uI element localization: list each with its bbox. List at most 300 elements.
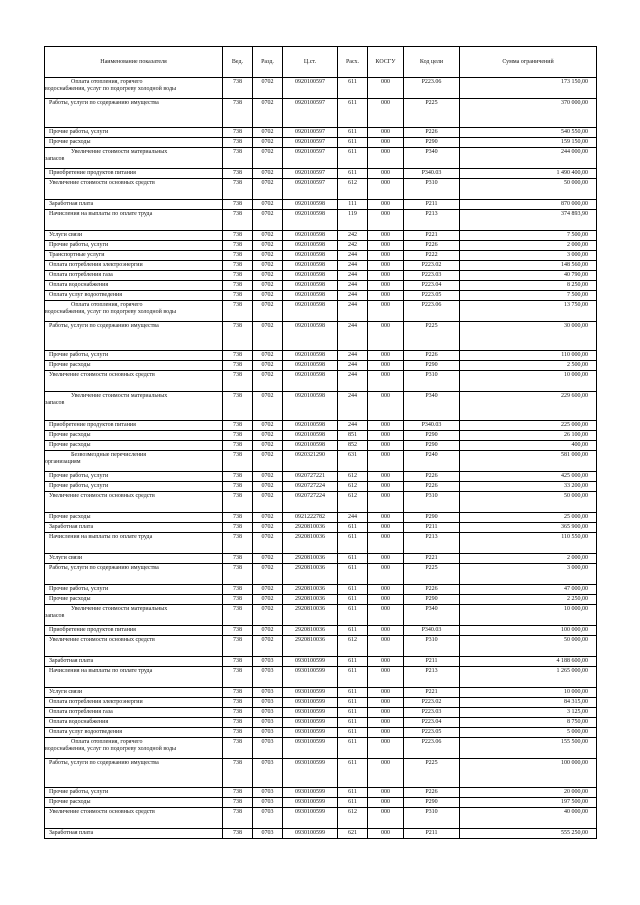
cell-indicator-name [45,210,223,231]
cell-razd: 0702 [253,301,283,322]
cell-goal-code: Р340.03 [404,421,460,431]
indicator-name-line: Оплата услуг водоотведения [49,292,123,298]
indicator-name-line: Увеличение стоимости основных средств [49,180,155,186]
cell-rash: 611 [338,523,368,533]
cell-razd: 0702 [253,392,283,421]
cell-goal-code: Р240 [404,451,460,472]
cell-ved: 738 [223,595,253,605]
cell-indicator-name [45,441,223,451]
indicator-name-line: Оплата потребления газа [49,272,113,278]
cell-indicator-name [45,798,223,808]
cell-kosgu: 000 [368,513,404,523]
cell-limit-sum: 3 000,00 [460,251,597,261]
table-row [45,492,597,513]
cell-ved: 738 [223,261,253,271]
cell-goal-code: Р213 [404,667,460,688]
indicator-name-line: Приобретение продуктов питания [49,422,136,428]
cell-ved: 738 [223,351,253,361]
indicator-name-line: организациям [45,459,81,465]
cell-cst: 2920810036 [283,585,338,595]
cell-ved: 738 [223,441,253,451]
cell-razd: 0702 [253,585,283,595]
cell-ved: 738 [223,636,253,657]
table-row [45,421,597,431]
cell-kosgu: 000 [368,169,404,179]
cell-kosgu: 000 [368,271,404,281]
cell-ved: 738 [223,564,253,585]
cell-goal-code: Р340 [404,148,460,169]
cell-razd: 0702 [253,169,283,179]
cell-razd: 0702 [253,231,283,241]
cell-indicator-name [45,231,223,241]
indicator-name-line: Увеличение стоимости основных средств [49,372,155,378]
cell-cst: 0920100597 [283,78,338,99]
cell-ved: 738 [223,808,253,829]
cell-ved: 738 [223,99,253,128]
cell-kosgu: 000 [368,128,404,138]
cell-goal-code: Р225 [404,759,460,788]
indicator-name-line: Прочие работы, услуги [49,352,109,358]
cell-rash: 612 [338,472,368,482]
cell-razd: 0703 [253,798,283,808]
cell-razd: 0702 [253,492,283,513]
cell-indicator-name [45,200,223,210]
cell-limit-sum: 26 100,00 [460,431,597,441]
cell-razd: 0702 [253,351,283,361]
cell-ved: 738 [223,169,253,179]
cell-goal-code: Р226 [404,351,460,361]
cell-rash: 611 [338,626,368,636]
cell-rash: 244 [338,351,368,361]
cell-cst: 0920100598 [283,291,338,301]
cell-cst: 0920727224 [283,482,338,492]
cell-kosgu: 000 [368,200,404,210]
cell-rash: 612 [338,636,368,657]
indicator-name-line: Начисления на выплаты по оплате труда [49,668,153,674]
indicator-name-line: Оплата отопления, горячего [71,79,143,85]
cell-goal-code: Р223.06 [404,738,460,759]
cell-ved: 738 [223,788,253,798]
cell-ved: 738 [223,728,253,738]
cell-indicator-name [45,451,223,472]
cell-kosgu: 000 [368,829,404,839]
cell-goal-code: Р226 [404,241,460,251]
indicator-name-line: Прочие работы, услуги [49,129,109,135]
cell-limit-sum: 10 000,00 [460,371,597,392]
cell-limit-sum: 4 188 600,00 [460,657,597,667]
table-row [45,301,597,322]
indicator-name-line: водоснабжения, услуг по подогреву холодной воды [45,86,177,92]
indicator-name-line: Работы, услуги по содержанию имущества [49,565,159,571]
cell-limit-sum: 2 500,00 [460,361,597,371]
cell-razd: 0702 [253,148,283,169]
cell-ved: 738 [223,798,253,808]
cell-cst: 0920100598 [283,301,338,322]
cell-goal-code: Р226 [404,482,460,492]
header-ved: Вед. [223,47,253,78]
cell-cst: 0930100599 [283,798,338,808]
cell-rash: 244 [338,251,368,261]
indicator-name-line: водоснабжения, услуг по подогреву холодной воды [45,746,177,752]
cell-rash: 612 [338,808,368,829]
cell-rash: 242 [338,231,368,241]
cell-goal-code: Р223.02 [404,698,460,708]
cell-limit-sum: 110 550,00 [460,533,597,554]
cell-goal-code: Р340 [404,605,460,626]
cell-indicator-name [45,148,223,169]
header-razd: Разд. [253,47,283,78]
cell-indicator-name [45,688,223,698]
table-row [45,99,597,128]
cell-limit-sum: 229 600,00 [460,392,597,421]
cell-goal-code: Р340 [404,392,460,421]
indicator-name-line: водоснабжения, услуг по подогреву холодной воды [45,309,177,315]
cell-razd: 0702 [253,291,283,301]
cell-cst: 0930100599 [283,728,338,738]
cell-limit-sum: 13 750,00 [460,301,597,322]
cell-indicator-name [45,829,223,839]
cell-limit-sum: 155 500,00 [460,738,597,759]
cell-razd: 0702 [253,626,283,636]
table-row [45,788,597,798]
cell-indicator-name [45,718,223,728]
cell-ved: 738 [223,554,253,564]
cell-kosgu: 000 [368,251,404,261]
cell-goal-code: Р225 [404,564,460,585]
cell-razd: 0702 [253,251,283,261]
cell-limit-sum: 555 250,00 [460,829,597,839]
cell-goal-code: Р340.03 [404,169,460,179]
cell-goal-code: Р290 [404,431,460,441]
cell-kosgu: 000 [368,361,404,371]
table-row [45,657,597,667]
cell-razd: 0703 [253,698,283,708]
cell-rash: 611 [338,169,368,179]
indicator-name-line: Увеличение стоимости материальных [71,149,168,155]
cell-goal-code: Р310 [404,371,460,392]
cell-ved: 738 [223,738,253,759]
table-row [45,128,597,138]
cell-kosgu: 000 [368,626,404,636]
indicator-name-line: Транспортные услуги [49,252,105,258]
cell-cst: 0920100598 [283,371,338,392]
cell-rash: 852 [338,441,368,451]
table-row [45,698,597,708]
cell-cst: 0920100598 [283,431,338,441]
cell-goal-code: Р223.04 [404,281,460,291]
indicator-name-line: Начисления на выплаты по оплате труда [49,534,153,540]
indicator-name-line: Увеличение стоимости материальных [71,393,168,399]
cell-kosgu: 000 [368,728,404,738]
indicator-name-line: Прочие расходы [49,432,91,438]
cell-limit-sum: 540 550,00 [460,128,597,138]
cell-indicator-name [45,533,223,554]
cell-razd: 0702 [253,210,283,231]
indicator-name-line: Прочие расходы [49,596,91,602]
cell-limit-sum: 374 893,90 [460,210,597,231]
cell-rash: 611 [338,564,368,585]
cell-limit-sum: 3 000,00 [460,564,597,585]
cell-cst: 0930100599 [283,738,338,759]
cell-rash: 611 [338,798,368,808]
indicator-name-line: Заработная плата [49,201,94,207]
cell-limit-sum: 173 150,00 [460,78,597,99]
cell-razd: 0702 [253,605,283,626]
cell-ved: 738 [223,322,253,351]
cell-cst: 0930100599 [283,657,338,667]
cell-goal-code: Р225 [404,99,460,128]
cell-cst: 0920100597 [283,138,338,148]
cell-goal-code: Р222 [404,251,460,261]
cell-rash: 612 [338,492,368,513]
cell-ved: 738 [223,231,253,241]
cell-limit-sum: 225 000,00 [460,421,597,431]
cell-goal-code: Р290 [404,595,460,605]
table-row [45,271,597,281]
cell-rash: 244 [338,281,368,291]
cell-kosgu: 000 [368,718,404,728]
cell-goal-code: Р211 [404,523,460,533]
table-row [45,595,597,605]
cell-limit-sum: 40 000,00 [460,808,597,829]
cell-rash: 611 [338,788,368,798]
cell-cst: 0920100598 [283,231,338,241]
cell-rash: 244 [338,361,368,371]
cell-ved: 738 [223,179,253,200]
cell-indicator-name [45,708,223,718]
cell-rash: 242 [338,241,368,251]
indicator-name-line: Увеличение стоимости материальных [71,606,168,612]
cell-indicator-name [45,738,223,759]
cell-goal-code: Р223.02 [404,261,460,271]
cell-ved: 738 [223,688,253,698]
cell-ved: 738 [223,605,253,626]
cell-kosgu: 000 [368,482,404,492]
cell-razd: 0702 [253,241,283,251]
cell-kosgu: 000 [368,554,404,564]
cell-indicator-name [45,564,223,585]
cell-limit-sum: 20 000,00 [460,788,597,798]
table-row [45,554,597,564]
cell-kosgu: 000 [368,605,404,626]
cell-indicator-name [45,636,223,657]
table-row [45,361,597,371]
cell-razd: 0702 [253,431,283,441]
cell-rash: 611 [338,138,368,148]
cell-limit-sum: 7 500,00 [460,291,597,301]
cell-ved: 738 [223,371,253,392]
cell-razd: 0702 [253,564,283,585]
cell-ved: 738 [223,759,253,788]
cell-limit-sum: 1 265 000,00 [460,667,597,688]
cell-indicator-name [45,472,223,482]
cell-rash: 611 [338,708,368,718]
cell-razd: 0703 [253,728,283,738]
indicator-name-line: Прочие работы, услуги [49,483,109,489]
indicator-name-line: Прочие расходы [49,799,91,805]
table-row [45,513,597,523]
cell-rash: 631 [338,451,368,472]
indicator-name-line: Прочие расходы [49,514,91,520]
cell-razd: 0702 [253,451,283,472]
cell-ved: 738 [223,200,253,210]
cell-kosgu: 000 [368,78,404,99]
cell-cst: 0920100598 [283,271,338,281]
table-row [45,291,597,301]
cell-limit-sum: 100 000,00 [460,626,597,636]
cell-kosgu: 000 [368,138,404,148]
cell-ved: 738 [223,492,253,513]
cell-razd: 0702 [253,138,283,148]
cell-limit-sum: 5 000,00 [460,728,597,738]
cell-cst: 0920100598 [283,361,338,371]
cell-limit-sum: 425 000,00 [460,472,597,482]
table-row [45,210,597,231]
indicator-name-line: Безвозмездные перечисления [71,452,146,458]
cell-cst: 2920810036 [283,626,338,636]
table-row [45,441,597,451]
cell-kosgu: 000 [368,291,404,301]
header-kosgu: КОСГУ [368,47,404,78]
cell-indicator-name [45,281,223,291]
cell-limit-sum: 365 900,00 [460,523,597,533]
cell-cst: 0920100598 [283,351,338,361]
table-row [45,322,597,351]
cell-kosgu: 000 [368,698,404,708]
cell-ved: 738 [223,482,253,492]
header-rash: Расх. [338,47,368,78]
cell-goal-code: Р290 [404,441,460,451]
cell-kosgu: 000 [368,441,404,451]
cell-rash: 611 [338,533,368,554]
indicator-name-line: Увеличение стоимости основных средств [49,493,155,499]
cell-limit-sum: 50 000,00 [460,492,597,513]
cell-goal-code: Р290 [404,798,460,808]
cell-rash: 611 [338,718,368,728]
cell-cst: 0930100599 [283,808,338,829]
cell-cst: 0920100597 [283,179,338,200]
cell-indicator-name [45,595,223,605]
cell-indicator-name [45,99,223,128]
cell-indicator-name [45,492,223,513]
cell-razd: 0703 [253,688,283,698]
indicator-name-line: Оплата водоснабжения [49,719,109,725]
cell-cst: 0920100598 [283,200,338,210]
header-cst: Ц.ст. [283,47,338,78]
indicator-name-line: Услуги связи [49,689,83,695]
cell-goal-code: Р211 [404,200,460,210]
cell-limit-sum: 2 000,00 [460,554,597,564]
cell-rash: 244 [338,421,368,431]
cell-ved: 738 [223,392,253,421]
cell-razd: 0702 [253,441,283,451]
table-row [45,636,597,657]
cell-rash: 244 [338,301,368,322]
cell-goal-code: Р221 [404,554,460,564]
table-row [45,533,597,554]
table-row [45,392,597,421]
cell-rash: 611 [338,759,368,788]
cell-rash: 244 [338,271,368,281]
cell-limit-sum: 400,00 [460,441,597,451]
cell-goal-code: Р290 [404,361,460,371]
cell-limit-sum: 370 000,00 [460,99,597,128]
indicator-name-line: Оплата услуг водоотведения [49,729,123,735]
cell-cst: 0920321290 [283,451,338,472]
cell-goal-code: Р223.03 [404,271,460,281]
table-row [45,688,597,698]
cell-kosgu: 000 [368,322,404,351]
table-row [45,564,597,585]
cell-rash: 851 [338,431,368,441]
cell-indicator-name [45,523,223,533]
cell-indicator-name [45,788,223,798]
cell-indicator-name [45,657,223,667]
indicator-name-line: Работы, услуги по содержанию имущества [49,323,159,329]
cell-ved: 738 [223,698,253,708]
cell-ved: 738 [223,513,253,523]
table-row [45,585,597,595]
indicator-name-line: Приобретение продуктов питания [49,170,136,176]
header-goal-code: Код цели [404,47,460,78]
cell-kosgu: 000 [368,281,404,291]
cell-kosgu: 000 [368,179,404,200]
cell-goal-code: Р225 [404,322,460,351]
cell-goal-code: Р221 [404,688,460,698]
table-row [45,798,597,808]
table-row [45,523,597,533]
cell-kosgu: 000 [368,451,404,472]
cell-ved: 738 [223,718,253,728]
cell-limit-sum: 159 150,00 [460,138,597,148]
cell-razd: 0702 [253,513,283,523]
table-row [45,808,597,829]
cell-razd: 0703 [253,657,283,667]
cell-goal-code: Р310 [404,179,460,200]
cell-kosgu: 000 [368,708,404,718]
cell-razd: 0702 [253,371,283,392]
cell-goal-code: Р226 [404,472,460,482]
cell-razd: 0703 [253,829,283,839]
cell-limit-sum: 50 000,00 [460,636,597,657]
table-row [45,738,597,759]
table-row [45,231,597,241]
cell-cst: 2920810036 [283,605,338,626]
cell-limit-sum: 8 750,00 [460,718,597,728]
cell-kosgu: 000 [368,523,404,533]
cell-indicator-name [45,585,223,595]
table-row [45,351,597,361]
cell-ved: 738 [223,667,253,688]
table-row [45,708,597,718]
cell-cst: 0930100599 [283,718,338,728]
cell-cst: 0920100597 [283,148,338,169]
cell-kosgu: 000 [368,667,404,688]
table-row [45,759,597,788]
cell-indicator-name [45,301,223,322]
table-row [45,829,597,839]
cell-indicator-name [45,251,223,261]
cell-cst: 0920100598 [283,241,338,251]
cell-kosgu: 000 [368,798,404,808]
cell-rash: 611 [338,99,368,128]
cell-ved: 738 [223,708,253,718]
indicator-name-line: Увеличение стоимости основных средств [49,637,155,643]
indicator-name-line: Заработная плата [49,658,94,664]
cell-rash: 244 [338,392,368,421]
cell-razd: 0702 [253,554,283,564]
indicator-name-line: Прочие работы, услуги [49,473,109,479]
